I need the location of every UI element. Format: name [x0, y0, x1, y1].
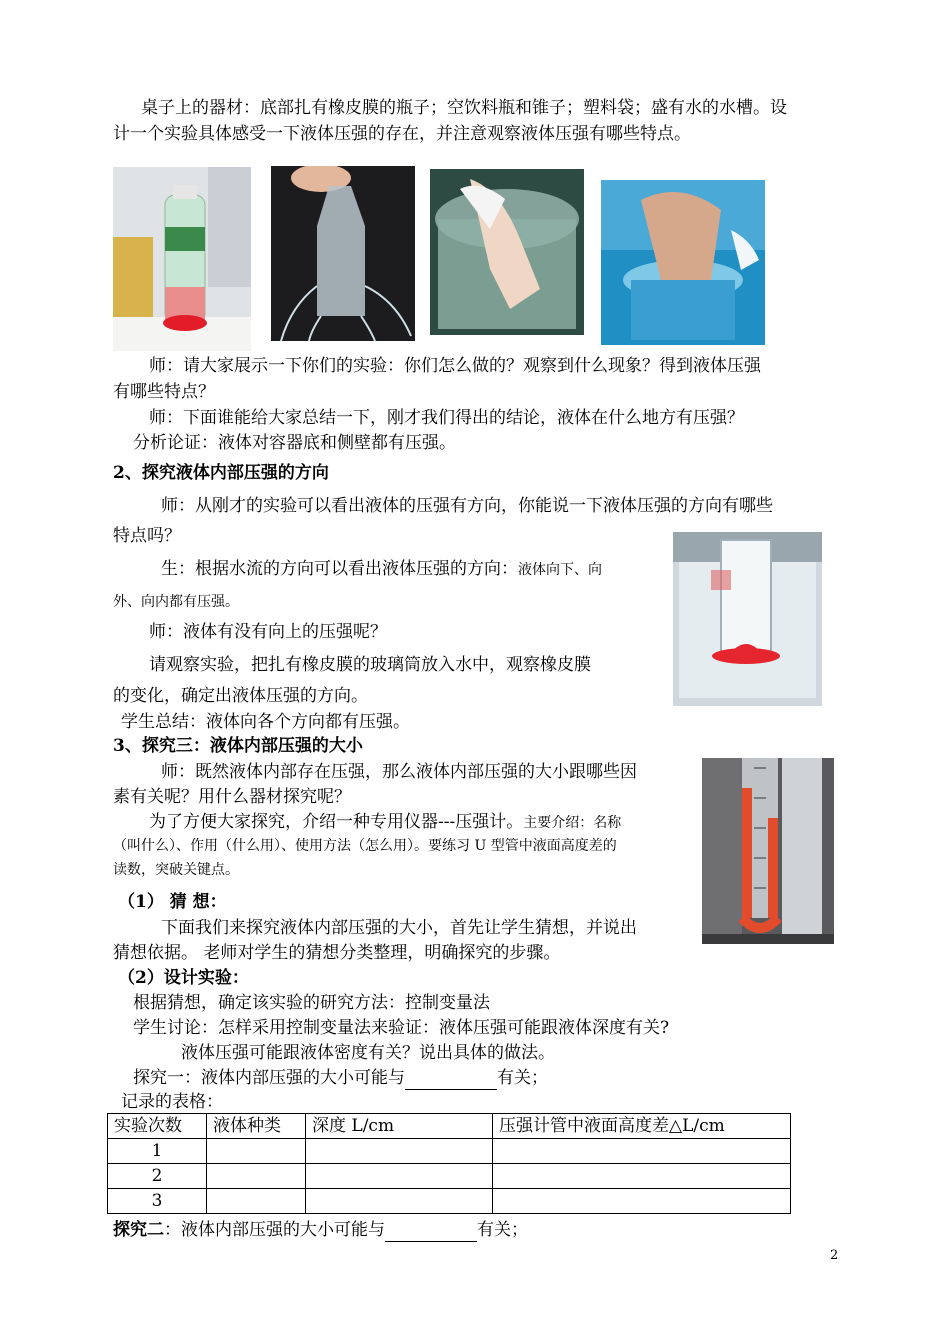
- explore-one-blank[interactable]: [405, 1071, 497, 1090]
- student-answer-detail: 液体向下、向: [518, 562, 602, 578]
- explore-one-suffix: 有关；: [497, 1068, 548, 1088]
- discussion-line-2: 液体压强可能跟液体密度有关？说出具体的做法。: [181, 1043, 555, 1063]
- photo-hand-glass-cup: [601, 180, 765, 345]
- table-header-cell: 深度 L/cm: [306, 1114, 493, 1139]
- photo-u-tube-manometer: [702, 758, 834, 944]
- section-3-teacher-line-1: 师：既然液体内部存在压强，那么液体内部压强的大小跟哪些因: [161, 762, 637, 782]
- section-2-heading: 2、探究液体内部压强的方向: [113, 463, 329, 483]
- explore-two-suffix: 有关；: [477, 1220, 528, 1240]
- table-caption: 记录的表格：: [121, 1092, 223, 1112]
- explore-one-text: 探究一：液体内部压强的大小可能与: [133, 1068, 405, 1088]
- research-method: 根据猜想，确定该实验的研究方法：控制变量法: [133, 993, 490, 1013]
- guess-line-2: 猜想依据。 老师对学生的猜想分类整理，明确探究的步骤。: [113, 943, 561, 963]
- design-heading: （2）设计实验：: [118, 968, 249, 988]
- table-cell[interactable]: [207, 1139, 306, 1164]
- table-header-cell: 压强计管中液面高度差△L/cm: [493, 1114, 791, 1139]
- pressure-gauge-intro-line-3: 读数，突破关键点。: [113, 862, 239, 878]
- photo-bottle-water-jets: [271, 166, 415, 341]
- table-cell: 1: [108, 1139, 207, 1164]
- explore-two: [113, 1218, 528, 1242]
- explore-two-label: 探究二: [113, 1220, 164, 1240]
- explore-two-text: ：液体内部压强的大小可能与: [164, 1220, 385, 1240]
- record-table: [107, 1113, 791, 1214]
- pressure-gauge-intro-detail: 主要介绍：名称: [523, 815, 622, 831]
- photo-hand-plastic-bag: [430, 169, 584, 335]
- table-header-row: [108, 1114, 791, 1139]
- teacher-question-line-2: 有哪些特点？: [113, 382, 215, 402]
- table-cell[interactable]: [493, 1189, 791, 1214]
- table-cell[interactable]: [306, 1164, 493, 1189]
- analysis-conclusion: 分析论证：液体对容器底和侧壁都有压强。: [133, 433, 456, 453]
- table-cell: 3: [108, 1189, 207, 1214]
- table-cell: 2: [108, 1164, 207, 1189]
- intro-line-1: 桌子上的器材：底部扎有橡皮膜的瓶子；空饮料瓶和锥子；塑料袋；盛有水的水槽。设: [141, 98, 787, 118]
- student-answer-main: 生：根据水流的方向可以看出液体压强的方向：: [161, 559, 518, 579]
- teacher-upward-question: 师：液体有没有向上的压强呢？: [149, 622, 387, 642]
- section-2-teacher-line-1: 师：从刚才的实验可以看出液体的压强有方向，你能说一下液体压强的方向有哪些: [161, 496, 773, 516]
- student-summary: 学生总结：液体向各个方向都有压强。: [121, 712, 410, 732]
- table-cell[interactable]: [306, 1139, 493, 1164]
- observe-line-2: 的变化，确定出液体压强的方向。: [113, 686, 368, 706]
- guess-line-1: 下面我们来探究液体内部压强的大小，首先让学生猜想，并说出: [161, 918, 637, 938]
- pressure-gauge-intro-main: 为了方便大家探究，介绍一种专用仪器---压强计。: [149, 812, 524, 832]
- table-cell[interactable]: [306, 1189, 493, 1214]
- teacher-summary-question: 师：下面谁能给大家总结一下，刚才我们得出的结论，液体在什么地方有压强？: [149, 408, 744, 428]
- observe-line-1: 请观察实验，把扎有橡皮膜的玻璃筒放入水中，观察橡皮膜: [149, 655, 591, 675]
- section-3-teacher-line-2: 素有关呢？用什么器材探究呢？: [113, 787, 351, 807]
- student-answer-line-2: 外、向内都有压强。: [113, 594, 239, 610]
- page-number: 2: [830, 1248, 839, 1263]
- photo-glass-tube-in-water: [673, 532, 822, 706]
- table-cell[interactable]: [493, 1164, 791, 1189]
- table-row: [108, 1189, 791, 1214]
- student-answer-line-1: [161, 557, 602, 582]
- table-cell[interactable]: [493, 1139, 791, 1164]
- guess-heading: （1） 猜 想：: [118, 892, 227, 912]
- photo-bottle-rubber-membrane: [113, 167, 251, 351]
- table-cell[interactable]: [207, 1164, 306, 1189]
- table-header-cell: 液体种类: [207, 1114, 306, 1139]
- table-header-cell: 实验次数: [108, 1114, 207, 1139]
- table-cell[interactable]: [207, 1189, 306, 1214]
- pressure-gauge-intro-line-1: [149, 810, 621, 835]
- intro-line-2: 计一个实验具体感受一下液体压强的存在，并注意观察液体压强有哪些特点。: [113, 124, 691, 144]
- section-3-heading: 3、探究三：液体内部压强的大小: [113, 736, 363, 756]
- explore-one: [133, 1066, 548, 1090]
- table-row: [108, 1164, 791, 1189]
- section-2-teacher-line-2: 特点吗？: [113, 526, 181, 546]
- discussion-line-1: 学生讨论：怎样采用控制变量法来验证：液体压强可能跟液体深度有关?: [133, 1018, 670, 1038]
- explore-two-blank[interactable]: [385, 1223, 477, 1242]
- table-row: [108, 1139, 791, 1164]
- teacher-question-line-1: 师：请大家展示一下你们的实验：你们怎么做的？观察到什么现象？得到液体压强: [149, 356, 761, 376]
- pressure-gauge-intro-line-2: （叫什么）、作用（什么用）、使用方法（怎么用）。要练习 U 型管中液面高度差的: [113, 838, 617, 854]
